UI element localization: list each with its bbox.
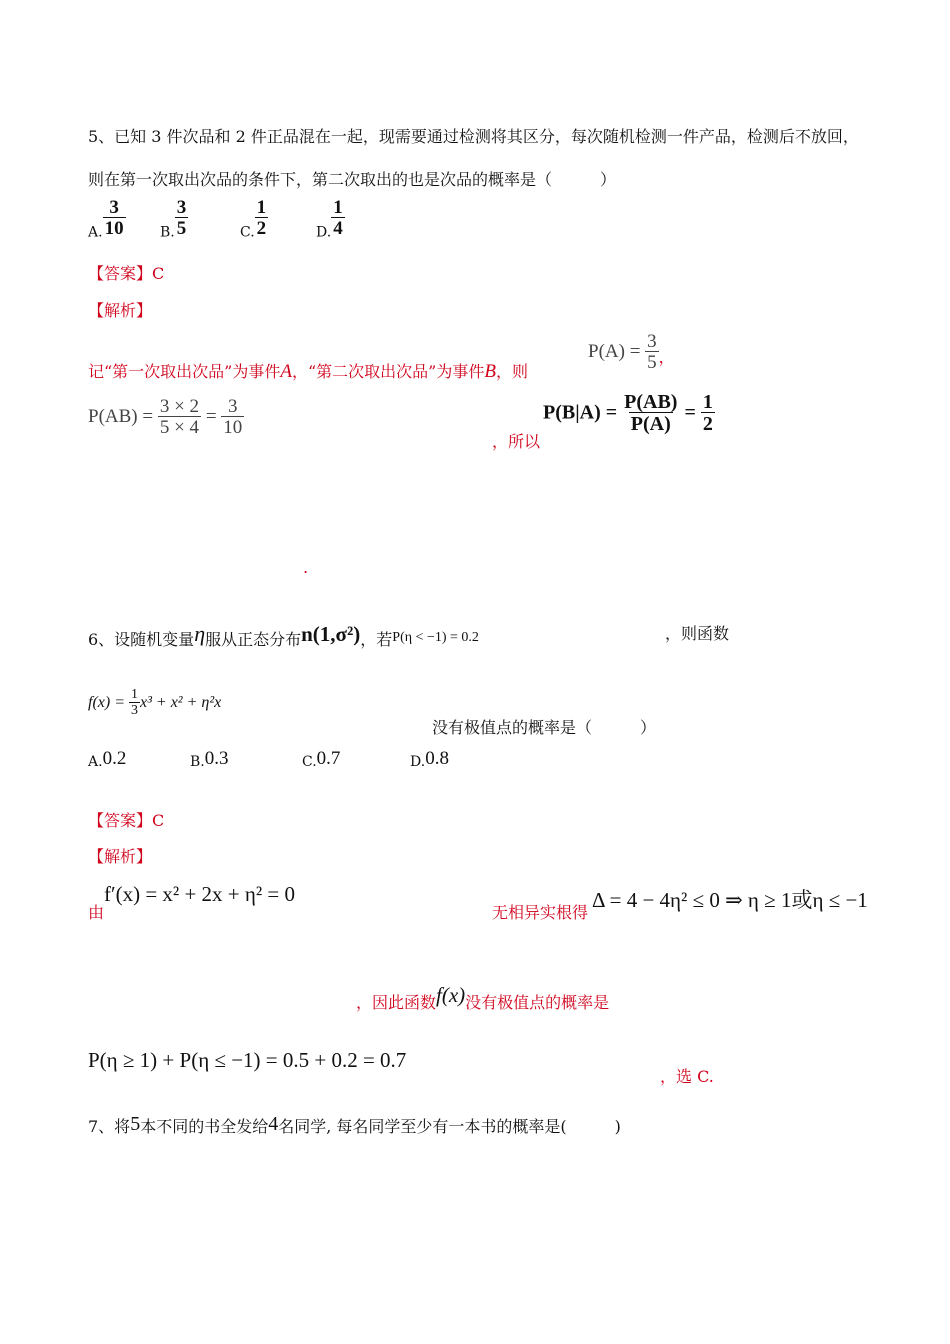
fraction-numerator: 3 [176, 197, 187, 218]
option-letter: C. [302, 754, 317, 770]
option-value: 0.8 [425, 748, 449, 769]
solution-text: ，则 [495, 362, 528, 381]
q5-trailing-dot: . [303, 558, 309, 577]
answer-tag: 【答案】 [88, 811, 153, 830]
fraction-numerator: 3 [647, 331, 657, 352]
q6-sol-you: 由 [88, 903, 105, 922]
solution-text: 记“第一次取出次品”为事件 [88, 362, 281, 381]
solution-text: ，“第二次取出次品”为事件 [291, 362, 485, 381]
option-letter: A. [88, 754, 103, 770]
q5-solution-suoyi: ，所以 [492, 432, 541, 451]
q6-sol-noroots: 无相异实根得 [492, 903, 589, 922]
fraction-denominator: 5 [647, 352, 657, 373]
q5-solution-line1 [88, 362, 528, 382]
option-value: 0.3 [204, 748, 229, 769]
option-letter: A. [88, 224, 103, 241]
fraction-numerator: 1 [333, 197, 343, 218]
event-a: A [280, 361, 292, 382]
stem-text: 名同学, 每名同学至少有一本书的概率是( ) [278, 1117, 621, 1136]
function-fx: f(x) [436, 983, 466, 1007]
q6-function [88, 688, 221, 718]
q6-option-b [190, 748, 229, 770]
fraction-numerator: P(AB) [624, 391, 678, 413]
q5-analysis-tag: 【解析】 [88, 301, 153, 320]
option-letter: B. [190, 754, 205, 770]
q5-option-d [316, 198, 345, 241]
q6-sol-thus [356, 985, 609, 1013]
stem-text: 服从正态分布 [205, 630, 302, 649]
condition-formula: P(η < −1) = 0.2 [392, 630, 479, 645]
fraction-denominator: 2 [256, 218, 267, 239]
eta-symbol: η [194, 621, 206, 646]
q5-option-a [88, 198, 126, 241]
fraction-denominator: 10 [223, 417, 243, 438]
equals-sign: = [205, 406, 217, 427]
q6-option-d [410, 748, 449, 770]
formula-lhs: P(A) = [588, 341, 641, 362]
fraction-numerator: 3 [109, 197, 119, 218]
fraction-denominator: 5 [176, 218, 187, 239]
fraction-denominator: 2 [702, 413, 713, 435]
function-lhs: f(x) = [88, 694, 125, 711]
option-value: 0.2 [102, 748, 127, 769]
option-letter: C. [240, 224, 255, 241]
q5-formula-pab [88, 397, 244, 437]
q5-formula-pba [543, 392, 715, 434]
fraction-denominator: 10 [104, 218, 124, 239]
option-value: 0.7 [316, 748, 341, 769]
stem-text: ，若 [360, 630, 393, 649]
fraction-denominator: P(A) [630, 413, 671, 435]
q6-delta-formula: Δ = 4 − 4η² ≤ 0 ⇒ η ≥ 1或η ≤ −1 [592, 888, 868, 912]
equals-sign: = [684, 401, 696, 424]
fraction-numerator: 1 [131, 687, 138, 702]
stem-text: 7、将 [88, 1117, 131, 1136]
answer-value: C [152, 811, 165, 830]
comma: ， [658, 347, 675, 367]
fraction-numerator: 1 [256, 197, 267, 218]
q5-formula-pa [588, 332, 675, 372]
q7-stem [88, 1114, 621, 1137]
function-rhs: x³ + x² + η²x [140, 694, 222, 711]
option-letter: D. [316, 224, 332, 241]
q6-derivative-formula: f′(x) = x² + 2x + η² = 0 [104, 882, 296, 906]
event-b: B [484, 361, 496, 382]
q6-stem-noext: 没有极值点的概率是（ ） [432, 718, 657, 737]
stem-text: 本不同的书全发给 [140, 1117, 269, 1136]
solution-text: 没有极值点的概率是 [465, 993, 610, 1012]
q6-sol-choose: ，选 C. [660, 1067, 714, 1086]
q5-answer [88, 264, 164, 284]
option-letter: B. [160, 224, 175, 241]
answer-value: C [152, 264, 165, 283]
q5-option-c [240, 198, 268, 241]
fraction-denominator: 3 [131, 703, 138, 718]
q6-option-a [88, 748, 126, 770]
q5-stem-line1: 5、已知 3 件次品和 2 件正品混在一起，现需要通过检测将其区分，每次随机检测一件产品，检测后不放回， [88, 127, 859, 146]
fraction-denominator: 5 × 4 [159, 417, 200, 438]
normal-distribution: n(1,σ²) [301, 622, 361, 646]
stem-text: 6、设随机变量 [88, 630, 195, 649]
q6-stem-then: ，则函数 [665, 624, 730, 643]
q6-answer [88, 811, 164, 831]
number-five: 5 [130, 1113, 141, 1135]
q5-option-b [160, 198, 188, 241]
solution-text: ，因此函数 [356, 993, 437, 1012]
fraction-denominator: 4 [333, 218, 343, 239]
fraction-numerator: 3 × 2 [159, 396, 200, 417]
formula-lhs: P(B|A) = [543, 401, 618, 424]
q5-stem-line2: 则在第一次取出次品的条件下，第二次取出的也是次品的概率是（ ） [88, 170, 617, 189]
number-four: 4 [268, 1113, 279, 1135]
option-letter: D. [410, 754, 426, 770]
fraction-numerator: 3 [228, 396, 238, 417]
q6-analysis-tag: 【解析】 [88, 847, 153, 866]
fraction-numerator: 1 [702, 391, 713, 413]
answer-tag: 【答案】 [88, 264, 153, 283]
q6-stem [88, 621, 479, 650]
q6-probability-formula: P(η ≥ 1) + P(η ≤ −1) = 0.5 + 0.2 = 0.7 [88, 1048, 407, 1072]
q6-option-c [302, 748, 340, 770]
formula-lhs: P(AB) = [88, 406, 154, 427]
